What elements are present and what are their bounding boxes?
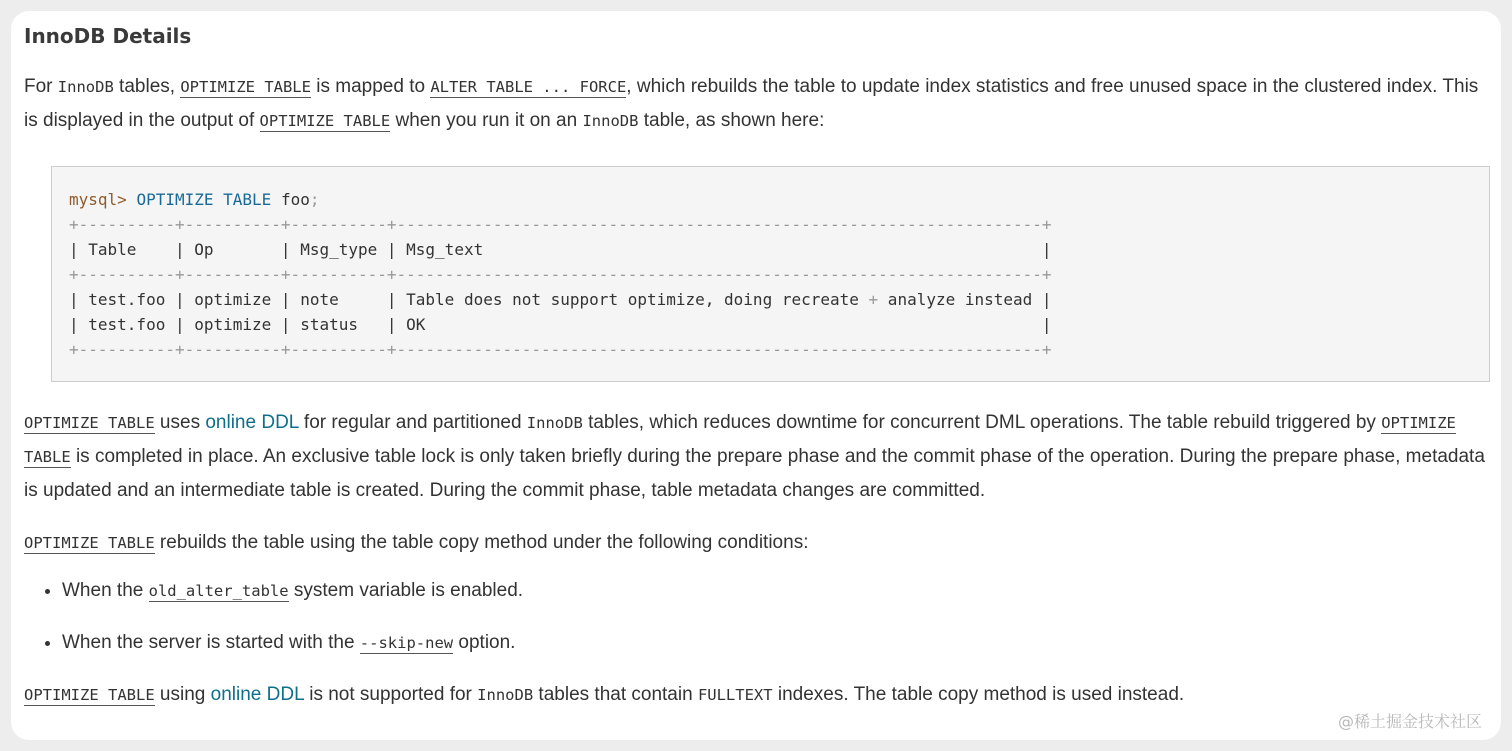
optimize-table-link[interactable]: OPTIMIZE TABLE	[24, 414, 155, 432]
table-row: | test.foo | optimize | status | OK |	[69, 315, 1052, 334]
table-border: +----------+----------+----------+-------------------------------------------------------------------+	[69, 265, 1052, 284]
optimize-table-link[interactable]: OPTIMIZE TABLE	[24, 534, 155, 552]
online-ddl-link[interactable]: online DDL	[210, 684, 304, 705]
inline-code: InnoDB	[57, 78, 114, 96]
paragraph-fulltext: OPTIMIZE TABLE using online DDL is not supported for InnoDB tables that contain FULLTEXT indexes. The table copy method is used instead.	[24, 684, 1185, 705]
optimize-table-link[interactable]: OPTIMIZE TABLE	[180, 78, 311, 96]
paragraph-online-ddl: OPTIMIZE TABLE uses online DDL for regular and partitioned InnoDB tables, which reduces downtime for concurrent DML operations. The table rebuild triggered by OPTIMIZE TABLE is completed in place. An exclusive table lock is only taken briefly during the prepare phase and the commit phase of the operation. During the prepare phase, metadata is updated and an intermediate table is created. During the commit phase, table metadata changes are committed.	[24, 412, 1485, 501]
code-prompt: mysql>	[69, 190, 127, 209]
article-section	[24, 19, 1494, 712]
table-row: analyze instead |	[878, 290, 1052, 309]
skip-new-link[interactable]: --skip-new	[359, 634, 454, 652]
code-example: mysql> OPTIMIZE TABLE foo; +----------+----------+----------+-------------------------------------------------------------------+ | Table | Op | Msg_type | Msg_text | +----------+----------+----------+-------------------------------------------------------------------+ | test.foo | optimize | note | Table does not support optimize, doing recreate + analyze instead | | test.foo | optimize | status | OK | +----------+----------+----------+-------------------------------------------------------------------+	[51, 166, 1490, 382]
paragraph-conditions: OPTIMIZE TABLE rebuilds the table using the table copy method under the following conditions:	[24, 532, 809, 553]
list-item: • When the old_alter_table system variable is enabled.	[62, 574, 1494, 608]
inline-code: FULLTEXT	[697, 686, 773, 704]
section-heading: InnoDB Details	[24, 24, 192, 48]
optimize-table-link[interactable]: OPTIMIZE TABLE	[259, 112, 391, 130]
optimize-table-link[interactable]: OPTIMIZE TABLE	[24, 414, 1456, 466]
content-card	[11, 11, 1501, 740]
conditions-list	[24, 574, 1494, 660]
inline-code: InnoDB	[477, 686, 534, 704]
inline-code: InnoDB	[582, 112, 639, 130]
table-row: | test.foo | optimize | note | Table does not support optimize, doing recreate	[69, 290, 869, 309]
old-alter-table-link[interactable]: old_alter_table	[148, 582, 289, 600]
code-keyword: OPTIMIZE TABLE	[136, 190, 272, 209]
table-header: | Table | Op | Msg_type | Msg_text |	[69, 240, 1052, 259]
table-border: +----------+----------+----------+-------------------------------------------------------------------+	[69, 340, 1052, 359]
online-ddl-link[interactable]: online DDL	[205, 412, 299, 433]
list-item: • When the server is started with the --skip-new option.	[62, 626, 1494, 660]
code-target: foo	[280, 190, 310, 209]
alter-table-force-link[interactable]: ALTER TABLE ... FORCE	[430, 78, 627, 96]
optimize-table-link[interactable]: OPTIMIZE TABLE	[24, 686, 155, 704]
paragraph-intro: For InnoDB tables, OPTIMIZE TABLE is mapped to ALTER TABLE ... FORCE, which rebuilds the table to update index statistics and free unused space in the clustered index. This is displayed in the output of OPTIMIZE TABLE when you run it on an InnoDB table, as shown here:	[24, 76, 1479, 131]
table-border: +----------+----------+----------+-------------------------------------------------------------------+	[69, 215, 1052, 234]
inline-code: InnoDB	[526, 414, 583, 432]
watermark-text: @稀土掘金技术社区	[1337, 712, 1482, 731]
